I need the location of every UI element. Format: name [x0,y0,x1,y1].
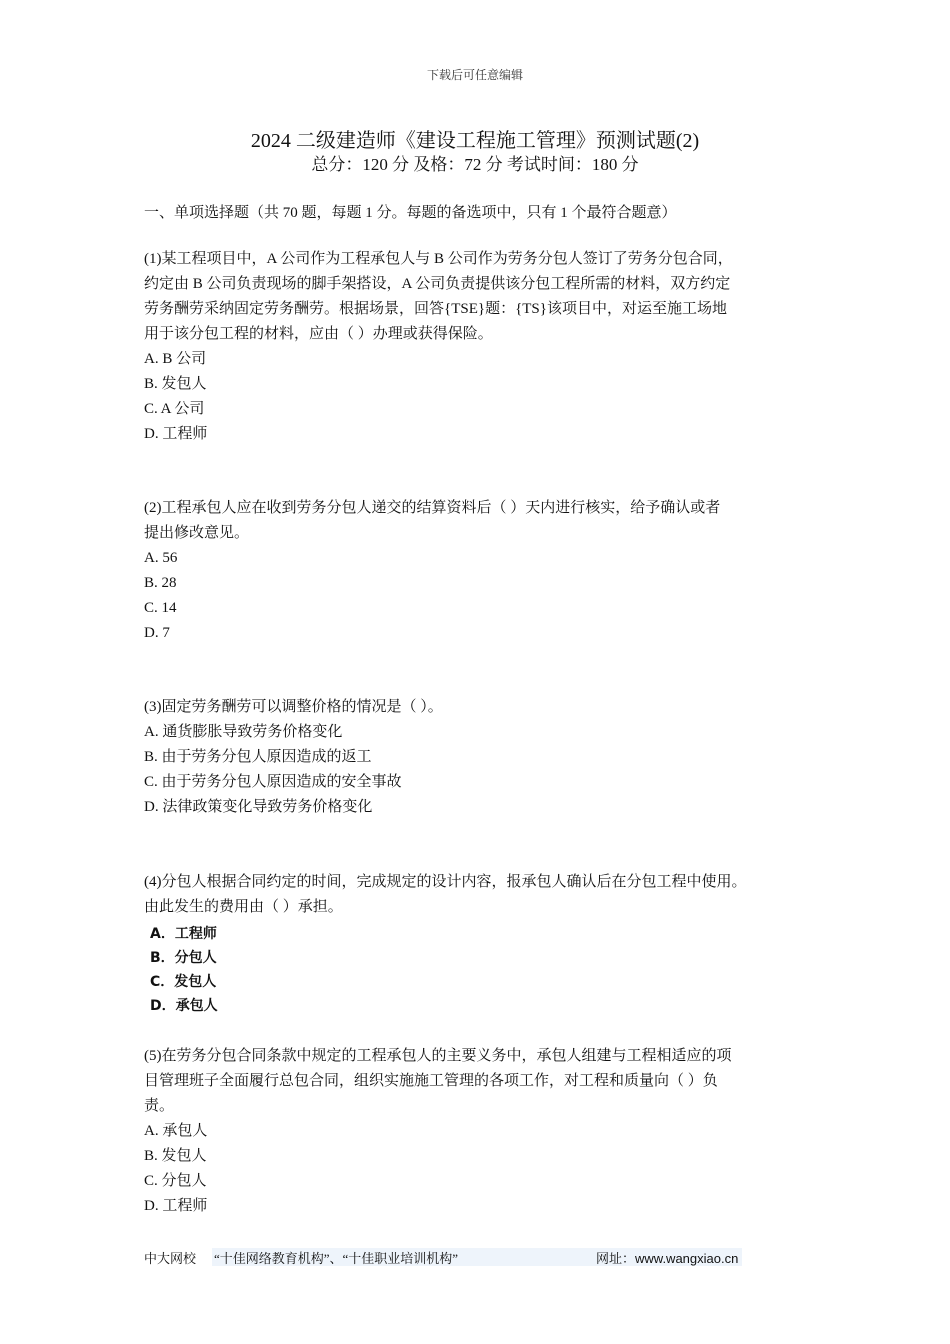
option-d: D. 法律政策变化导致劳务价格变化 [144,799,373,815]
question-stem-line: (4)分包人根据合同约定的时间，完成规定的设计内容，报承包人确认后在分包工程中使用。 [144,874,747,890]
question-stem-line: 提出修改意见。 [144,525,250,541]
option-d: D．承包人 [150,998,218,1014]
option-a: A．工程师 [150,926,217,942]
option-d: D. 7 [144,625,170,641]
page-title: 2024 二级建造师《建设工程施工管理》预测试题(2) [250,130,700,152]
footer-org: 中大网校 [144,1251,197,1266]
question-3 [144,695,824,820]
question-5 [144,1044,824,1219]
footer-slogan: “十佳网络教育机构”、“十佳职业培训机构” [214,1251,459,1266]
question-stem-line: (3)固定劳务酬劳可以调整价格的情况是（ ）。 [144,699,443,715]
option-c: C. 分包人 [144,1173,207,1189]
option-b: B. 28 [144,575,177,591]
page-footer [144,1248,804,1268]
section-heading: 一、单项选择题（共 70 题，每题 1 分。每题的备选项中，只有 1 个最符合题意） [144,205,677,221]
footer-website[interactable]: 网址：www.wangxiao.cn [596,1251,739,1266]
header-note: 下载后可任意编辑 [426,68,523,82]
option-a: A. 承包人 [144,1123,208,1139]
question-stem-line: 由此发生的费用由（ ）承担。 [144,899,343,915]
question-1 [144,247,824,447]
question-stem-line: 劳务酬劳采纳固定劳务酬劳。根据场景，回答{TSE}题：{TS}该项目中，对运至施工场地 [144,301,727,317]
question-stem-line: 用于该分包工程的材料，应由（ ）办理或获得保险。 [144,326,493,342]
option-b: B. 发包人 [144,1148,207,1164]
option-a: A. 56 [144,550,178,566]
question-stem-line: 约定由 B 公司负责现场的脚手架搭设，A 公司负责提供该分包工程所需的材料，双方约定 [144,276,731,292]
option-a: A. B 公司 [144,351,207,367]
exam-info: 总分：120 分 及格：72 分 考试时间：180 分 [311,155,639,174]
option-c: C. A 公司 [144,401,205,417]
option-b: B. 发包人 [144,376,207,392]
option-b: B. 由于劳务分包人原因造成的返工 [144,749,372,765]
question-2 [144,496,824,646]
option-c: C. 由于劳务分包人原因造成的安全事故 [144,774,402,790]
question-stem-line: (2)工程承包人应在收到劳务分包人递交的结算资料后（ ）天内进行核实，给予确认或者 [144,500,721,516]
option-d: D. 工程师 [144,426,208,442]
question-stem-line: (1)某工程项目中，A 公司作为工程承包人与 B 公司作为劳务分包人签订了劳务分包合同， [144,251,733,267]
question-stem-line: (5)在劳务分包合同条款中规定的工程承包人的主要义务中，承包人组建与工程相适应的项 [144,1048,732,1064]
question-stem-line: 目管理班子全面履行总包合同，组织实施施工管理的各项工作，对工程和质量向（ ）负 [144,1073,718,1089]
option-c: C．发包人 [150,974,217,990]
question-4 [144,870,824,1018]
option-d: D. 工程师 [144,1198,208,1214]
option-a: A. 通货膨胀导致劳务价格变化 [144,724,343,740]
option-c: C. 14 [144,600,177,616]
option-b: B．分包人 [150,950,217,966]
question-stem-line: 责。 [144,1098,175,1114]
